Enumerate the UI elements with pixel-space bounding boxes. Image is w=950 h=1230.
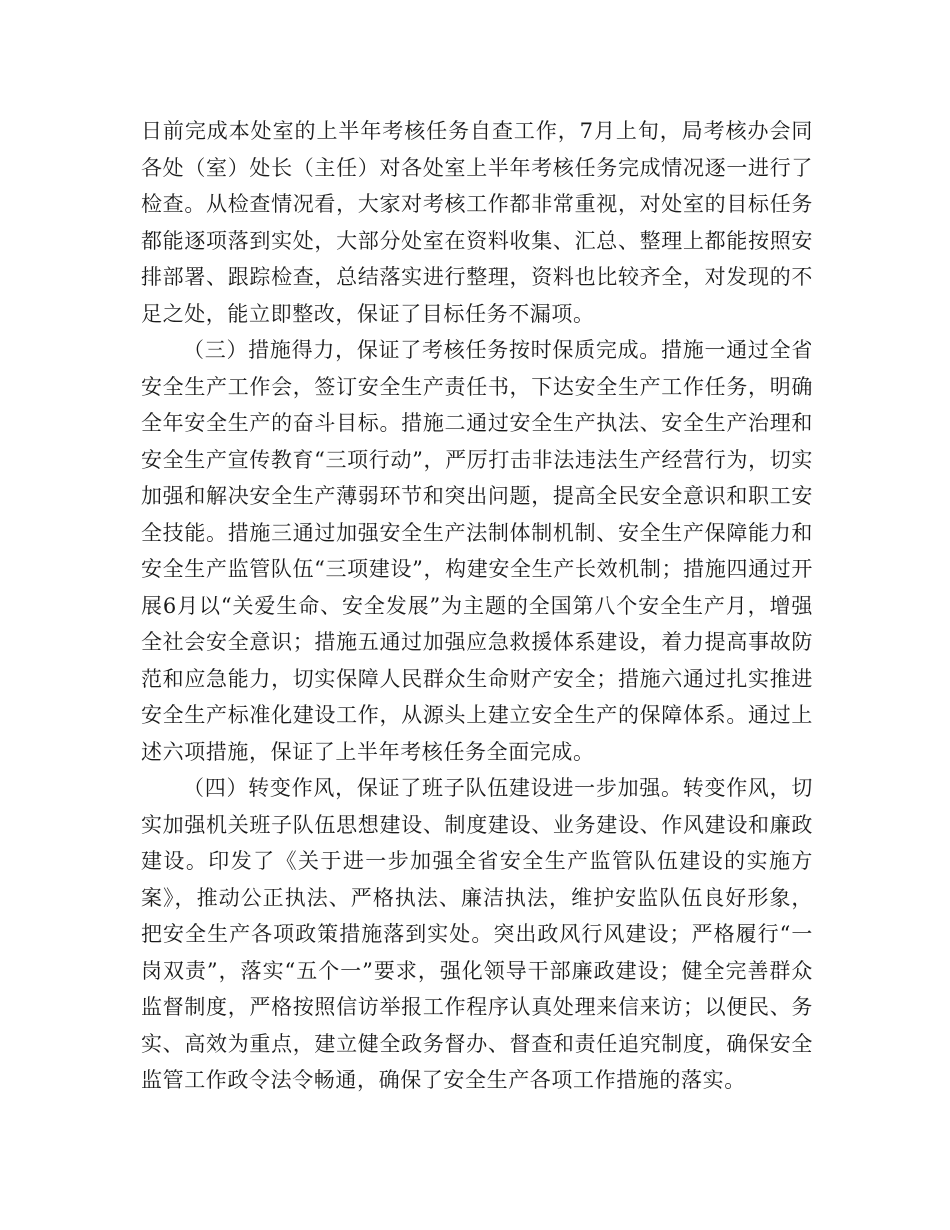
paragraph-section-four: （四）转变作风，保证了班子队伍建设进一步加强。转变作风，切实加强机关班子队伍思想建设、制度建设、业务建设、作风建设和廉政建设。印发了《关于进一步加强全省安全生产监管队伍建设的实施方案》，推动公正执法、严格执法、廉洁执法，维护安监队伍良好形象，把安全生产各项政策措施落到实处。突出政风行风建设；严格履行“一岗双责”，落实“五个一”要求，强化领导干部廉政建设；健全完善群众监督制度，严格按照信访举报工作程序认真处理来信来访；以便民、务实、高效为重点，建立健全政务督办、督查和责任追究制度，确保安全监管工作政令法令畅通，确保了安全生产各项工作措施的落实。 xyxy=(141,776,813,1092)
paragraph-continuation: 日前完成本处室的上半年考核任务自查工作，7月上旬，局考核办会同各处（室）处长（主任）对各处室上半年考核任务完成情况逐一进行了检查。从检查情况看，大家对考核工作都非常重视，对处室的目标任务都能逐项落到实处，大部分处室在资料收集、汇总、整理上都能按照安排部署、跟踪检查，总结落实进行整理，资料也比较齐全，对发现的不足之处，能立即整改，保证了目标任务不漏项。 xyxy=(141,119,813,326)
document-body xyxy=(141,113,813,1099)
paragraph-section-three: （三）措施得力，保证了考核任务按时保质完成。措施一通过全省安全生产工作会，签订安全生产责任书，下达安全生产工作任务，明确全年安全生产的奋斗目标。措施二通过安全生产执法、安全生产治理和安全生产宣传教育“三项行动”，严厉打击非法违法生产经营行为，切实加强和解决安全生产薄弱环节和突出问题，提高全民安全意识和职工安全技能。措施三通过加强安全生产法制体制机制、安全生产保障能力和安全生产监管队伍“三项建设”，构建安全生产长效机制；措施四通过开展6月以“关爱生命、安全发展”为主题的全国第八个安全生产月，增强全社会安全意识；措施五通过加强应急救援体系建设，着力提高事故防范和应急能力，切实保障人民群众生命财产安全；措施六通过扎实推进安全生产标准化建设工作，从源头上建立安全生产的保障体系。通过上述六项措施，保证了上半年考核任务全面完成。 xyxy=(141,338,813,764)
